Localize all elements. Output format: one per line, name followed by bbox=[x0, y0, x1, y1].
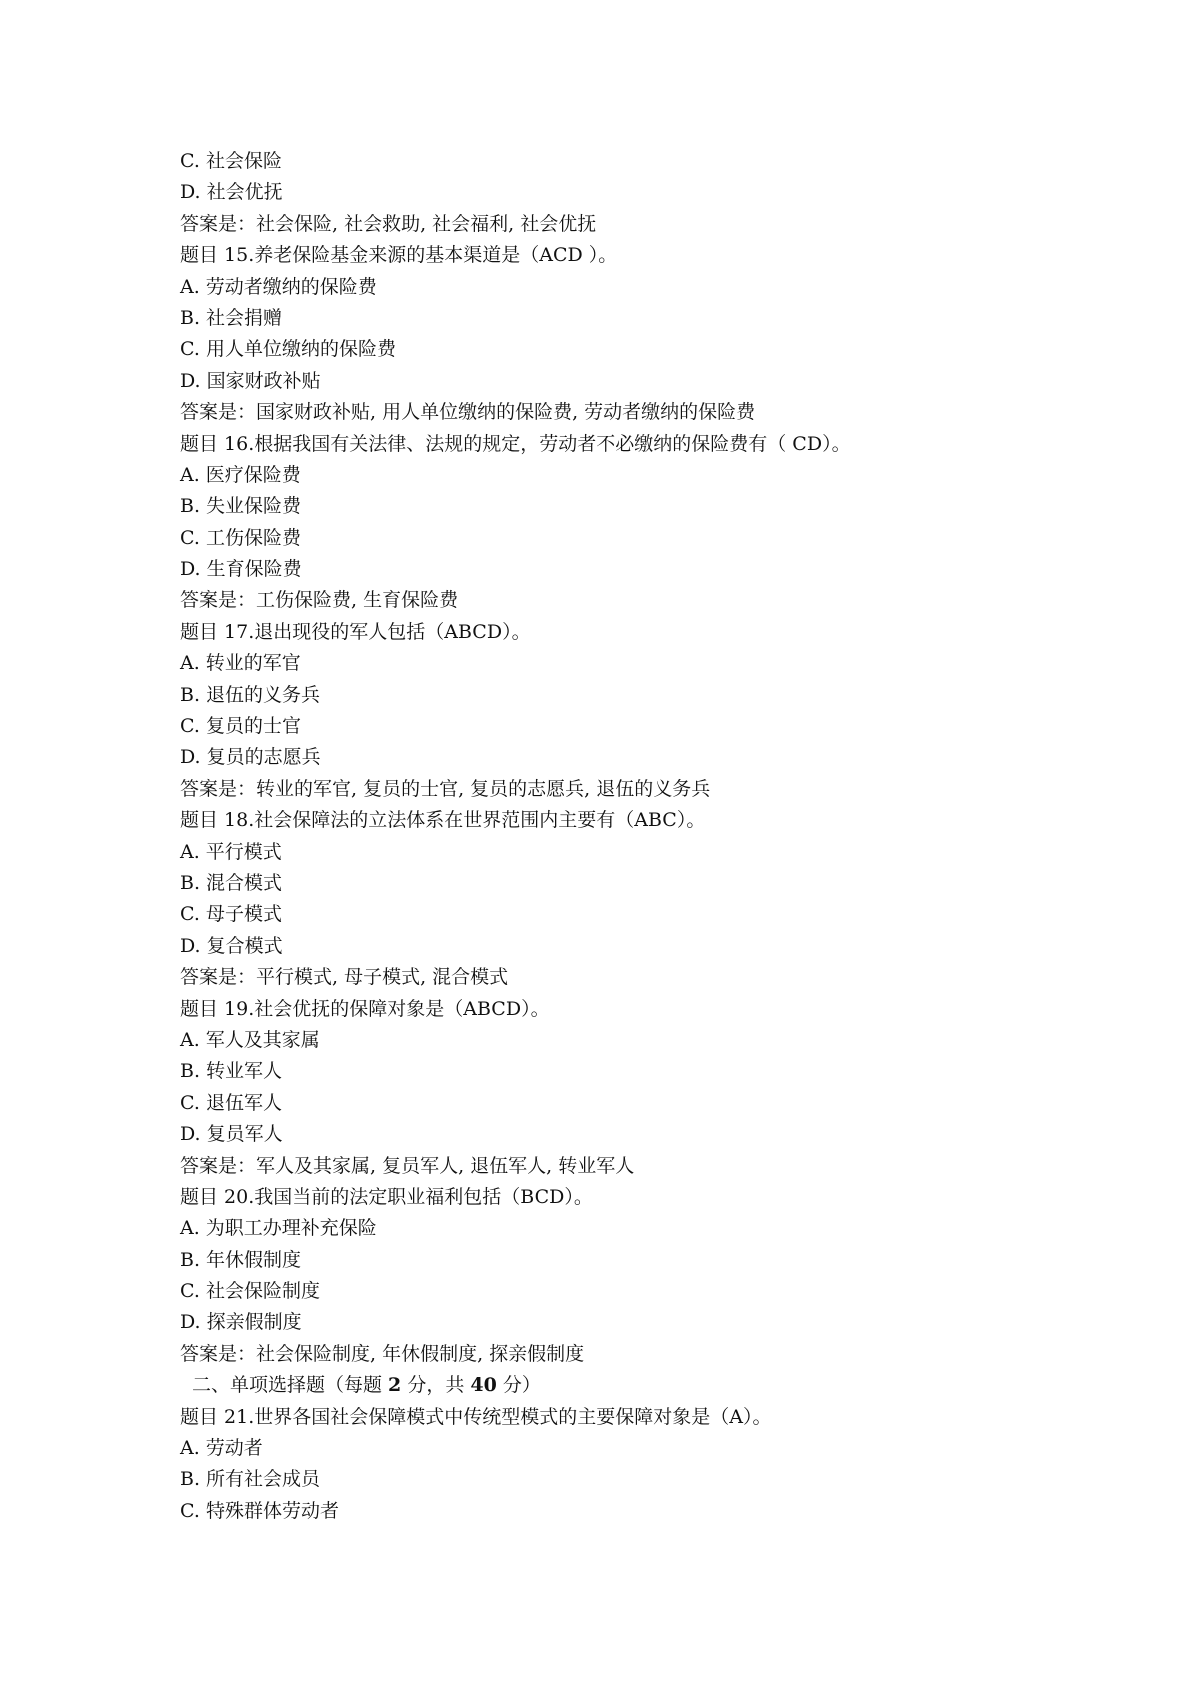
answer-line: 答案是：转业的军官, 复员的士官, 复员的志愿兵, 退伍的义务兵 bbox=[180, 777, 711, 800]
question-stem: 题目 16.根据我国有关法律、法规的规定，劳动者不必缴纳的保险费有（ CD）。 bbox=[180, 432, 851, 455]
option-line: B. 转业军人 bbox=[180, 1060, 283, 1083]
answer-line: 答案是：平行模式, 母子模式, 混合模式 bbox=[180, 966, 509, 989]
option-line: A. 军人及其家属 bbox=[180, 1028, 320, 1051]
option-line: C. 母子模式 bbox=[180, 903, 282, 926]
option-line: C. 工伤保险费 bbox=[180, 526, 301, 549]
option-line: D. 探亲假制度 bbox=[180, 1311, 302, 1334]
section-prefix: 二、单项选择题（每题 bbox=[192, 1374, 389, 1397]
option-line: D. 社会优抚 bbox=[180, 181, 283, 204]
option-line: D. 国家财政补贴 bbox=[180, 369, 321, 392]
answer-line: 答案是：社会保险, 社会救助, 社会福利, 社会优抚 bbox=[180, 212, 597, 235]
option-line: B. 混合模式 bbox=[180, 871, 283, 894]
option-line: C. 社会保险制度 bbox=[180, 1280, 320, 1303]
answer-line: 答案是：国家财政补贴, 用人单位缴纳的保险费, 劳动者缴纳的保险费 bbox=[180, 401, 756, 424]
option-line: B. 所有社会成员 bbox=[180, 1468, 321, 1491]
option-line: B. 失业保险费 bbox=[180, 495, 302, 518]
option-line: A. 劳动者缴纳的保险费 bbox=[180, 275, 377, 298]
question-stem: 题目 19.社会优抚的保障对象是（ABCD）。 bbox=[180, 997, 550, 1020]
document-content bbox=[180, 146, 1120, 1527]
section-points: 2 bbox=[388, 1374, 402, 1397]
question-stem: 题目 21.世界各国社会保障模式中传统型模式的主要保障对象是（A）。 bbox=[180, 1405, 772, 1428]
option-line: D. 生育保险费 bbox=[180, 558, 302, 581]
option-line: C. 退伍军人 bbox=[180, 1091, 282, 1114]
option-line: D. 复员军人 bbox=[180, 1123, 283, 1146]
answer-line: 答案是：社会保险制度, 年休假制度, 探亲假制度 bbox=[180, 1342, 585, 1365]
option-line: B. 退伍的义务兵 bbox=[180, 683, 321, 706]
option-line: A. 医疗保险费 bbox=[180, 463, 301, 486]
option-line: C. 复员的士官 bbox=[180, 715, 301, 738]
option-line: D. 复合模式 bbox=[180, 934, 283, 957]
option-line: C. 社会保险 bbox=[180, 150, 282, 172]
option-line: B. 年休假制度 bbox=[180, 1248, 302, 1271]
section-total: 40 bbox=[470, 1374, 497, 1397]
option-line: A. 为职工办理补充保险 bbox=[180, 1217, 377, 1240]
option-line: D. 复员的志愿兵 bbox=[180, 746, 321, 769]
answer-line: 答案是：军人及其家属, 复员军人, 退伍军人, 转业军人 bbox=[180, 1154, 635, 1177]
section-suffix: 分） bbox=[496, 1374, 541, 1397]
option-line: A. 平行模式 bbox=[180, 840, 282, 863]
option-line: C. 用人单位缴纳的保险费 bbox=[180, 338, 396, 361]
question-stem: 题目 17.退出现役的军人包括（ABCD）。 bbox=[180, 620, 531, 643]
question-stem: 题目 15.养老保险基金来源的基本渠道是（ACD ）。 bbox=[180, 244, 618, 267]
option-line: A. 劳动者 bbox=[180, 1437, 263, 1460]
option-line: B. 社会捐赠 bbox=[180, 306, 283, 329]
answer-line: 答案是：工伤保险费, 生育保险费 bbox=[180, 589, 459, 612]
option-line: A. 转业的军官 bbox=[180, 652, 301, 675]
section-middle: 分，共 bbox=[401, 1374, 471, 1397]
question-stem: 题目 18.社会保障法的立法体系在世界范围内主要有（ABC）。 bbox=[180, 809, 706, 832]
option-line: C. 特殊群体劳动者 bbox=[180, 1499, 339, 1522]
question-stem: 题目 20.我国当前的法定职业福利包括（BCD）。 bbox=[180, 1185, 593, 1208]
section-heading bbox=[180, 1370, 1120, 1401]
